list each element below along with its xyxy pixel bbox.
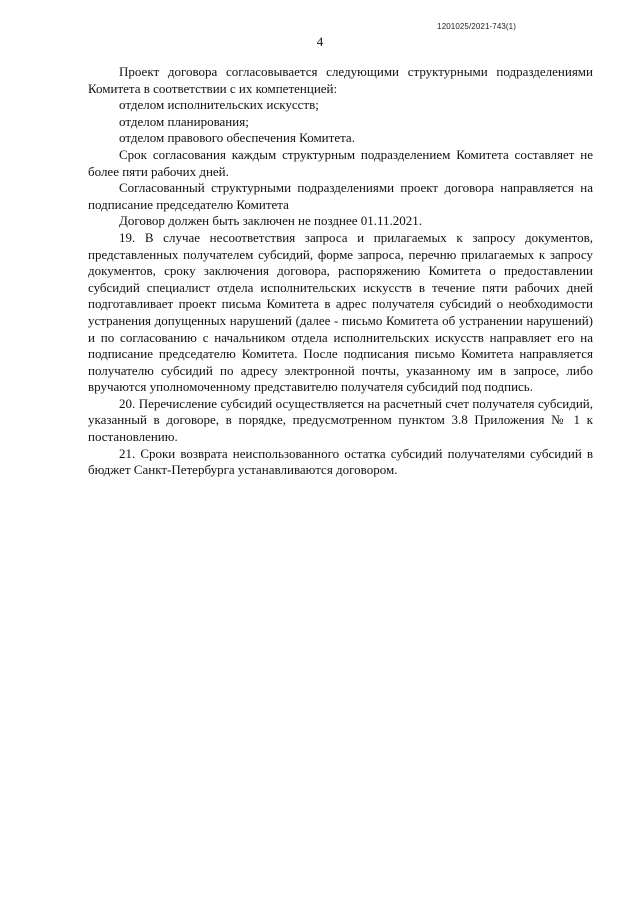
paragraph-item-19: 19. В случае несоответствия запроса и прилагаемых к запросу документов, представленных получателем субсидий, форме запроса, перечню прилагаемых к запросу документов, сроку заключения договора, распоряжению Комитета о предоставлении субсидий специалист отдела исполнительских искусств в течение пяти рабочих дней подготавливает проект письма Комитета в адрес получателя субсидий о необходимости устранения допущенных нарушений (далее - письмо Комитета об устранении нарушений) и по согласованию с начальником отдела исполнительских искусств направляет его на подписание председателю Комитета. После подписания письмо Комитета направляется получателю субсидий по адресу электронной почты, указанному им в запросе, либо вручаются уполномоченному представителю получателя субсидий под подпись. <box>88 229 593 395</box>
paragraph-item-20: 20. Перечисление субсидий осуществляется на расчетный счет получателя субсидий, указанный в договоре, в порядке, предусмотренном пунктом 3.8 Приложения № 1 к постановлению. <box>88 395 593 445</box>
page-number: 4 <box>316 34 324 49</box>
document-id: 1201025/2021-743(1) <box>437 22 516 31</box>
paragraph-department-performing-arts: отделом исполнительских искусств; <box>119 97 319 113</box>
paragraph-department-legal: отделом правового обеспечения Комитета. <box>119 130 355 146</box>
paragraph-item-21: 21. Сроки возврата неиспользованного остатка субсидий получателями субсидий в бюджет Санкт-Петербурга устанавливаются договором. <box>88 445 593 478</box>
paragraph-department-planning: отделом планирования; <box>119 113 249 129</box>
paragraph-approval-term: Срок согласования каждым структурным подразделением Комитета составляет не более пяти рабочих дней. <box>88 146 593 179</box>
paragraph-contract-deadline: Договор должен быть заключен не позднее 01.11.2021. <box>119 213 423 229</box>
paragraph-approval-intro: Проект договора согласовывается следующими структурными подразделениями Комитета в соответствии с их компетенцией: <box>88 64 593 96</box>
paragraph-approved-draft: Согласованный структурными подразделениями проект договора направляется на подписание председателю Комитета <box>88 180 593 212</box>
document-body <box>88 64 593 479</box>
